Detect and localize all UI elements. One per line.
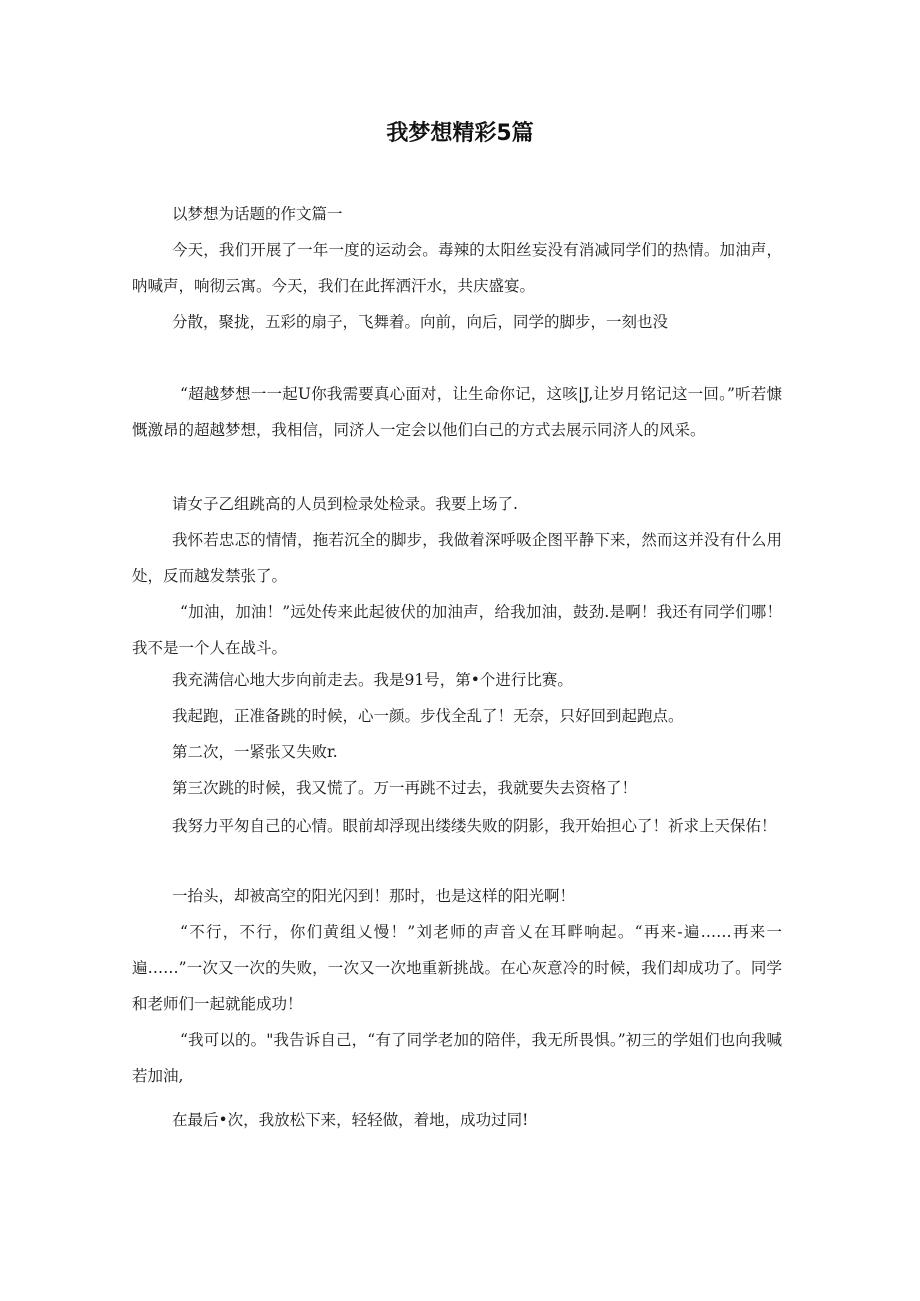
paragraph: 第三次跳的时候，我又慌了。万一再跳不过去，我就要失去资格了！ xyxy=(172,779,638,797)
paragraph: 请女子乙组跳高的人员到检录处检录。我要上场了. xyxy=(172,495,518,513)
paragraph: 在最后•次，我放松下来，轻轻做，着地，成功过同! xyxy=(172,1111,529,1129)
paragraph: “我可以的。"我告诉自己，“有了同学老加的陪伴，我无所畏惧。”初三的学姐们也向我喊若加油, xyxy=(132,1031,782,1085)
document-title: 我梦想精彩5篇 xyxy=(386,121,534,146)
paragraph: 今天，我们开展了一年一度的运动会。毒辣的太阳丝妄没有消减同学们的热情。加油声，呐喊声，响彻云寓。今天，我们在此挥洒汗水，共庆盛宴。 xyxy=(132,241,782,295)
paragraph: 以梦想为话题的作文篇一 xyxy=(172,205,343,223)
paragraph: “加油，加油！”远处传来此起彼伏的加油声，给我加油，鼓劲.是啊！我还有同学们哪！我不是一个人在战斗。 xyxy=(132,603,782,657)
paragraph: 第二次，一紧张又失败r. xyxy=(172,743,338,761)
paragraph: 我起跑，正准备跳的时候，心一颜。步伐全乱了！无奈，只好回到起跑点。 xyxy=(172,707,684,725)
paragraph: 我努力平匆自己的心情。眼前却浮现出缕缕失败的阴影，我开始担心了！祈求上天保佑！ xyxy=(172,817,777,835)
paragraph: 分散，聚拢，五彩的扇子，飞舞着。向前，向后，同学的脚步，一刻也没 xyxy=(172,313,669,331)
paragraph: 我充满信心地大步向前走去。我是91号，第•个进行比赛。 xyxy=(172,671,573,689)
paragraph: 一抬头，却被高空的阳光闪到！那时，也是这样的阳光啊！ xyxy=(172,887,576,905)
paragraph: 我怀若忠忑的情情，拖若沉全的脚步，我做着深呼吸企图平静下来，然而这并没有什么用处，反而越发禁张了。 xyxy=(132,531,782,585)
paragraph: “不行，不行，你们黄组乂慢！”刘老师的声音乂在耳畔响起。“再来-遍……再来一遍……”一次又一次的失败，一次又一次地重新挑战。在心灰意冷的时候，我们却成功了。同学和老师们一起就能成功！ xyxy=(132,923,782,1013)
paragraph: “超越梦想一一起U你我需要真心面对，让生命你记，这咳|J,让岁月铭记这一回。”听若慷慨激昂的超越梦想，我相信，同济人一定会以他们白己的方式去展示同济人的风采。 xyxy=(132,385,782,439)
